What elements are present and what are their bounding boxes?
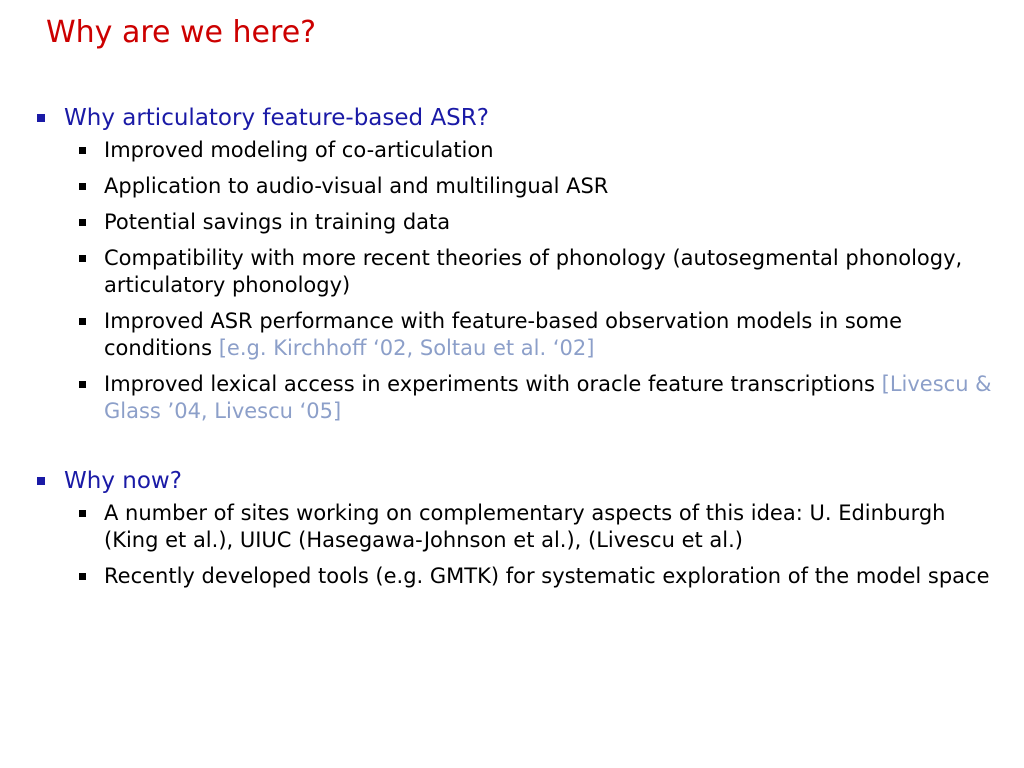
square-bullet-icon bbox=[79, 219, 86, 226]
citation: [e.g. Kirchhoff ‘02, Soltau et al. ‘02] bbox=[218, 336, 595, 360]
section-heading bbox=[37, 464, 997, 498]
item-text: Application to audio-visual and multilingual ASR bbox=[104, 174, 609, 198]
list-item bbox=[77, 173, 997, 200]
list-item bbox=[77, 500, 997, 554]
slide-title: Why are we here? bbox=[46, 15, 317, 50]
square-bullet-icon bbox=[79, 381, 86, 388]
citation: [Livescu & Glass ’04, Livescu ‘05] bbox=[104, 372, 992, 423]
section-heading-text: Why now? bbox=[64, 468, 182, 494]
list-item bbox=[77, 371, 997, 425]
item-text: A number of sites working on complementary aspects of this idea: U. Edinburgh (King et al.), UIUC (Hasegawa-Johnson et al.), (Livescu et al.) bbox=[104, 501, 946, 552]
section-heading-text: Why articulatory feature-based ASR? bbox=[64, 105, 489, 131]
section-heading bbox=[37, 101, 997, 135]
square-bullet-icon bbox=[79, 147, 86, 154]
square-bullet-icon bbox=[79, 183, 86, 190]
list-item bbox=[77, 563, 997, 590]
item-text: Improved ASR performance with feature-based observation models in some conditions bbox=[104, 309, 903, 360]
item-text: Potential savings in training data bbox=[104, 210, 451, 234]
square-bullet-icon bbox=[79, 255, 86, 262]
list-item bbox=[77, 209, 997, 236]
sub-bullet-list bbox=[37, 137, 997, 425]
sub-bullet-list bbox=[37, 500, 997, 590]
item-text: Compatibility with more recent theories of phonology (autosegmental phonology, articulatory phonology) bbox=[104, 246, 963, 297]
item-text: Improved modeling of co-articulation bbox=[104, 138, 494, 162]
square-bullet-icon bbox=[79, 318, 86, 325]
square-bullet-icon bbox=[79, 573, 86, 580]
list-item bbox=[77, 308, 997, 362]
square-bullet-icon bbox=[37, 477, 45, 485]
square-bullet-icon bbox=[37, 114, 45, 122]
slide-content bbox=[37, 101, 997, 599]
square-bullet-icon bbox=[79, 510, 86, 517]
item-text: Recently developed tools (e.g. GMTK) for systematic exploration of the model space bbox=[104, 564, 990, 588]
list-item bbox=[77, 137, 997, 164]
item-text: Improved lexical access in experiments with oracle feature transcriptions bbox=[104, 372, 882, 396]
list-item bbox=[77, 245, 997, 299]
